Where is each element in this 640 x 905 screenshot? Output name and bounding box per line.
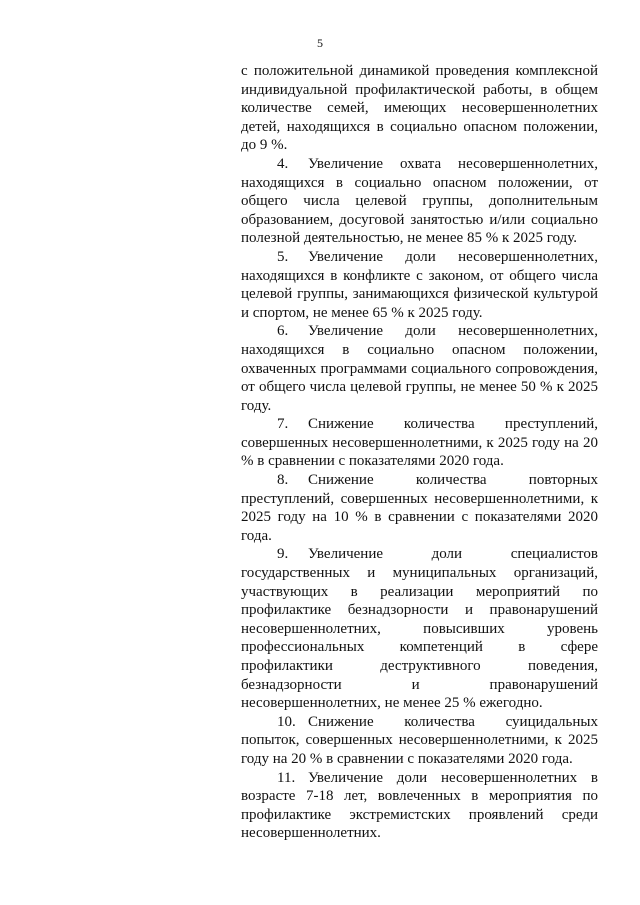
list-item-number: 7. <box>277 416 289 433</box>
paragraph-text: с положительной динамикой проведения комплексной индивидуальной профилактической работы, в общем количестве семей, имеющих несовершеннолетних детей, находящихся в социально опасном положении, до 9 %. <box>241 63 598 154</box>
list-item-number: 10. <box>277 713 296 730</box>
list-item-text: Снижение количества повторных преступлений, совершенных несовершеннолетними, к 2025 году на 10 % в сравнении с показателями 2020 года. <box>241 472 598 544</box>
list-item-7 <box>241 415 598 471</box>
list-item-10 <box>241 713 598 769</box>
list-item-text: Снижение количества суицидальных попыток, совершенных несовершеннолетними, к 2025 году на 20 % в сравнении с показателями 2020 года. <box>241 713 598 767</box>
list-item-11 <box>241 769 598 843</box>
list-item-6 <box>241 322 598 415</box>
paragraph-continuation <box>241 62 598 155</box>
list-item-text: Увеличение доли несовершеннолетних в возрасте 7-18 лет, вовлеченных в мероприятия по профилактике экстремистских проявлений среди несовершеннолетних. <box>241 769 598 842</box>
list-item-text: Снижение количества преступлений, совершенных несовершеннолетними, к 2025 году на 20 % в сравнении с показателями 2020 года. <box>241 416 598 470</box>
document-body <box>241 62 598 843</box>
list-item-number: 4. <box>277 155 289 172</box>
list-item-number: 11. <box>277 769 296 786</box>
list-item-4 <box>241 155 598 248</box>
list-item-number: 5. <box>277 248 289 265</box>
list-item-number: 9. <box>277 546 289 563</box>
list-item-text: Увеличение доли несовершеннолетних, находящихся в конфликте с законом, от общего числа целевой группы, занимающихся физической культурой и спортом, не менее 65 % к 2025 году. <box>241 248 598 321</box>
list-item-9 <box>241 545 598 712</box>
list-item-text: Увеличение охвата несовершеннолетних, находящихся в социально опасном положении, от общего числа целевой группы, дополнительным образованием, досуговой занятостью и/или социально полезной деятельностью, не менее 85 % к 2025 году. <box>241 155 598 247</box>
list-item-number: 6. <box>277 323 289 340</box>
list-item-text: Увеличение доли несовершеннолетних, находящихся в социально опасном положении, охваченных программами социального сопровождения, от общего числа целевой группы, не менее 50 % к 2025 году. <box>241 323 598 414</box>
page-number: 5 <box>317 36 323 50</box>
list-item-number: 8. <box>277 472 289 489</box>
list-item-text: Увеличение доли специалистов государственных и муниципальных организаций, участвующих в реализации мероприятий по профилактике безнадзорности и правонарушений несовершеннолетних, повысивших уровень профессиональных компетенций в сфере профилактики деструктивного поведения, безнадзорности и правонарушений несовершеннолетних, не менее 25 % ежегодно. <box>241 546 598 712</box>
list-item-5 <box>241 248 598 322</box>
list-item-8 <box>241 471 598 545</box>
